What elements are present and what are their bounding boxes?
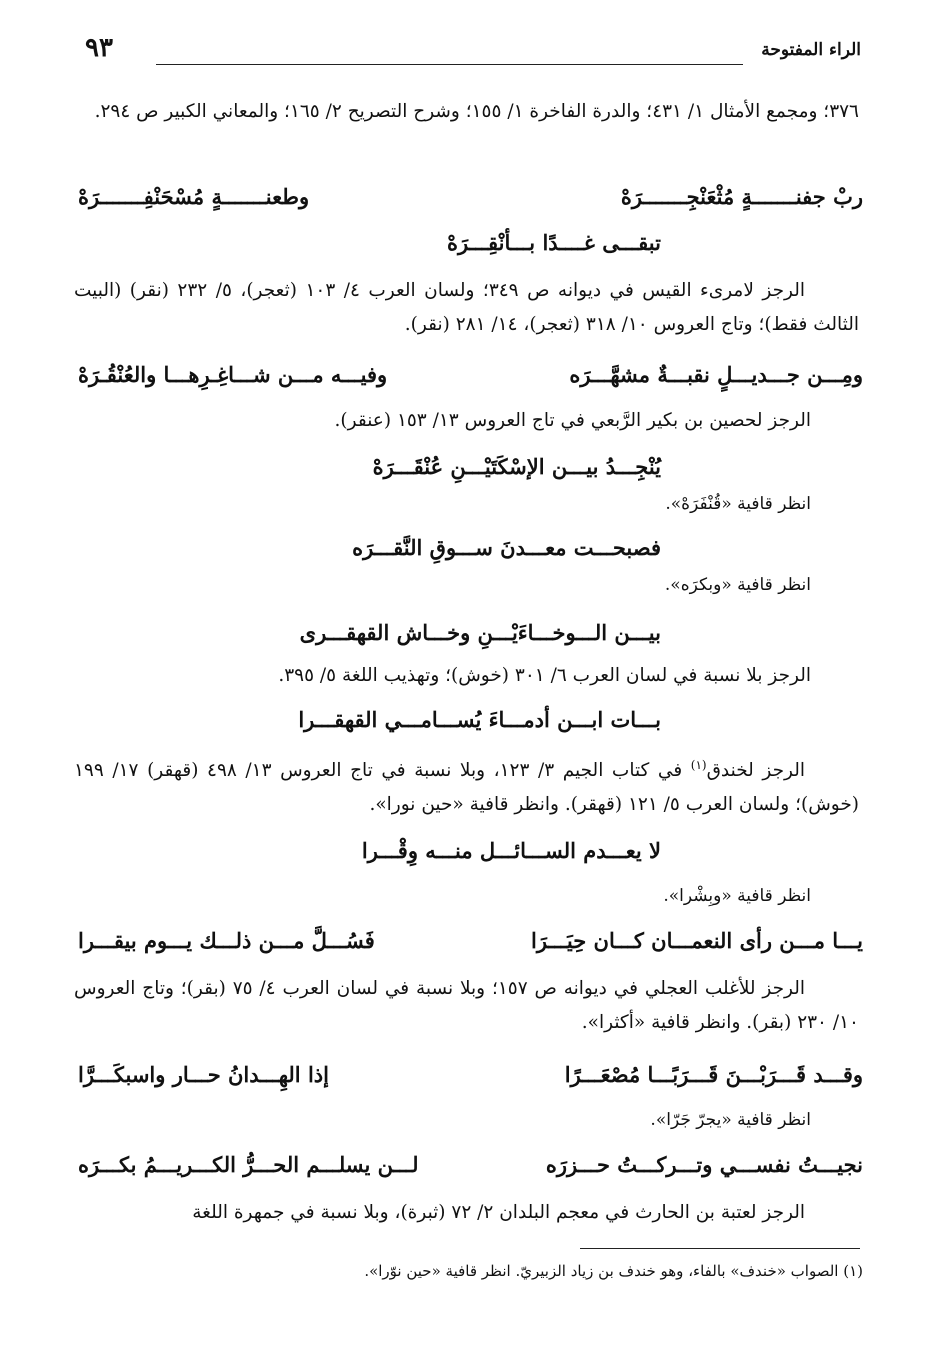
see-rhyme-reference-4: انظر قافية «يجرّ جَرّا». [650,1110,811,1130]
citation-paragraph-6: الرجز للأغلب العجلي في ديوانه ص ١٥٧؛ وبلا نسبة في لسان العرب ٤/ ٧٥ (بقر)؛ وتاج العروس ١٠/ ٢٣٠ (بقر). وانظر قافية «أكثرا». [74,978,859,1033]
verse-9-left-hemistich: إذا الهِـــدانُ حـــار واسبكَـــرَّا [78,1062,329,1087]
footnote-separator [580,1248,860,1249]
citation-paragraph-3: الرجز لحصين بن بكير الرَّبعي في تاج العروس ١٣/ ١٥٣ (عنقر). [334,410,811,431]
header-rule [156,64,743,65]
citation-paragraph-7: الرجز لعتبة بن الحارث في معجم البلدان ٢/ ٧٢ (ثبرة)، وبلا نسبة في جمهرة اللغة [192,1202,805,1223]
verse-10-right-hemistich: نجيـــتُ نفســـي وتـــركـــتُ حـــزرَه [545,1152,863,1177]
verse-7: لا يعـــدم الســـائـــل منـــه وِقْـــرا [361,838,661,863]
verse-8-right-hemistich: يـــا مـــن رأى النعمـــان كـــان حِيَـــرَا [531,928,863,953]
paragraph-5-start: الرجز لخندق [706,760,805,782]
see-rhyme-reference-3: انظر قافية «وبِشْرا». [663,886,811,906]
verse-3: يُنْجِـــدُ بيـــن الإسْكَتَيْـــنِ عُنْقَـــرَهْ [372,454,661,479]
citation-paragraph-4: الرجز بلا نسبة في لسان العرب ٦/ ٣٠١ (خوش)؛ وتهذيب اللغة ٥/ ٣٩٥. [278,665,811,686]
page-number: ٩٣ [85,33,113,63]
paragraph-5-rest: في كتاب الجيم ٣/ ١٢٣، وبلا نسبة في تاج العروس ١٣/ ٤٩٨ (قهقر) ١٧/ ١٩٩ (خوش)؛ ولسان العرب ٥/ ١٢١ (قهقر). وانظر قافية «حين نورا». [74,760,859,816]
citation-paragraph-2: الرجز لامرىء القيس في ديوانه ص ٣٤٩؛ ولسان العرب ٤/ ١٠٣ (ثعجر)، ٥/ ٢٣٢ (نقر) (البيت الثالث فقط)؛ وتاج العروس ١٠/ ٣١٨ (ثعجر)، ١٤/ ٢٨١ (نقر). [74,280,859,335]
footnote-reference-marker: (١) [690,758,707,772]
verse-1-third-line: تبقـــى غــــدًا بـــأنْقِـــرَهْ [446,230,661,255]
footnote: (١) الصواب «خندف» بالفاء، وهو خندف بن زياد الزبيريّ. انظر قافية «حين نوّرا». [364,1262,863,1280]
verse-2-right-hemistich: ومِـــن جـــديـــلٍ نقبـــةٌ مشهَّـــرَه [569,362,863,387]
verse-9-right-hemistich: وقـــد قَـــرَبْـــنَ قَـــرَبًـــا مُصْعَـــرًا [564,1062,863,1087]
see-rhyme-reference-2: انظر قافية «وبكرَه». [664,575,811,595]
verse-1-left-hemistich: وطعنـــــــةٍ مُسْحَنْفِـــــــرَهْ [78,184,310,209]
verse-10-left-hemistich: لـــن يسلـــم الحـــرُّ الكـــريـــمُ بكـــرَه [78,1152,419,1177]
citation-paragraph-5 [74,748,859,822]
verse-6: بـــات ابـــن أدمـــاءَ يُســـامـــي القهقـــرا [298,707,661,732]
verse-2-left-hemistich: وفيـــه مـــن شـــاغِـرِهـــا والعُنْقُـرَهْ [78,362,388,387]
see-rhyme-reference-1: انظر قافية «قُنْفَرَهْ». [665,494,811,514]
verse-4: فصبحـــت معـــدنَ ســـوقِ النَّقـــرَه [352,535,661,560]
citation-paragraph-1: ٣٧٦؛ ومجمع الأمثال ١/ ٤٣١؛ والدرة الفاخرة ١/ ١٥٥؛ وشرح التصريح ٢/ ١٦٥؛ والمعاني الكبير ص ٢٩٤. [94,101,859,122]
verse-8-left-hemistich: فَسُـــلَّ مـــن ذلـــك يـــوم بيقـــرا [78,928,375,953]
verse-5: بيـــن الـــوخـــاءَيْـــنِ وخـــاش القهقـــرى [299,620,661,645]
running-header-title: الراء المفتوحة [761,40,861,60]
verse-1-right-hemistich: ربْ جفنـــــــةٍ مُثْعَنْجِـــــــرَهْ [620,184,863,209]
